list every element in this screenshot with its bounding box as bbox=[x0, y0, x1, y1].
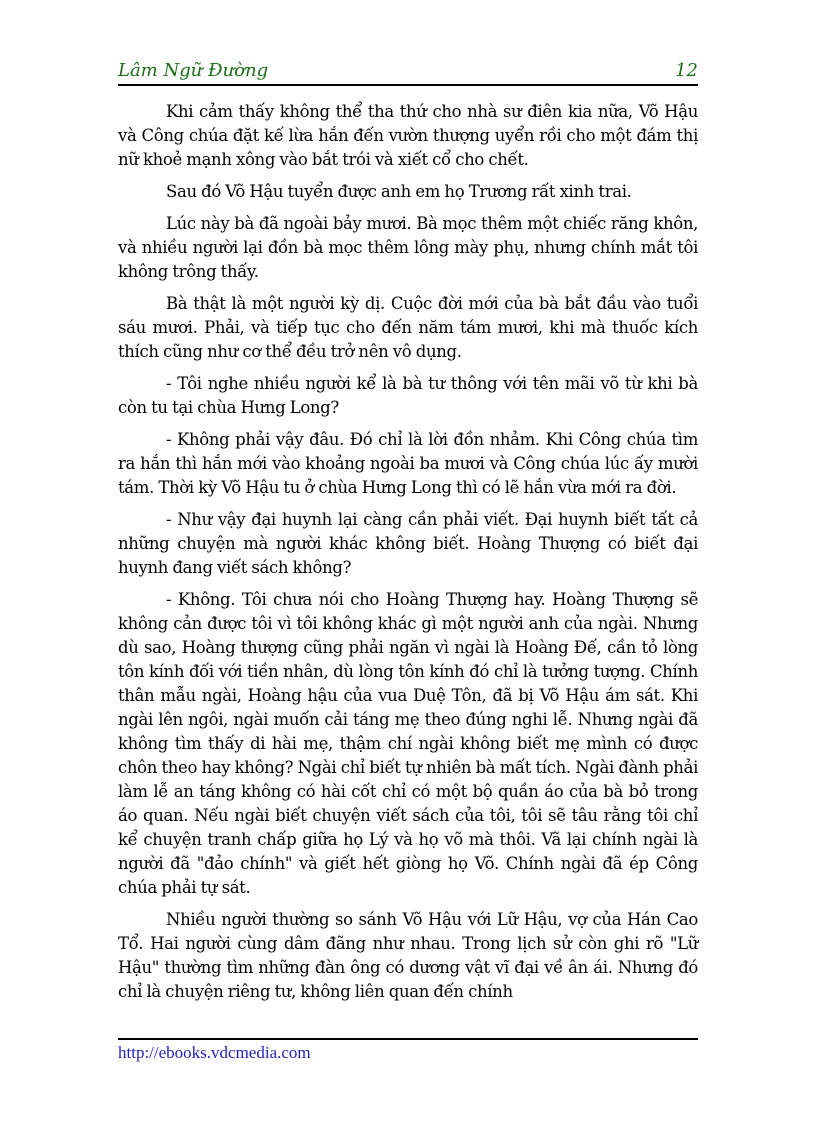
paragraph: - Không. Tôi chưa nói cho Hoàng Thượng hay. Hoàng Thượng sẽ không cản được tôi vì tôi không khác gì một người anh của ngài. Nhưng dù sao, Hoàng thượng cũng phải ngăn vì ngài là Hoàng Đế, cần tỏ lòng tôn kính đối với tiền nhân, dù lòng tôn kính đó chỉ là tưởng tượng. Chính thân mẫu ngài, Hoàng hậu của vua Duệ Tôn, đã bị Võ Hậu ám sát. Khi ngài lên ngôi, ngài muốn cải táng mẹ theo đúng nghi lễ. Nhưng ngài đã không tìm thấy di hài mẹ, thậm chí ngài không biết mẹ mình có được chôn theo hay không? Ngài chỉ biết tự nhiên bà mất tích. Ngài đành phải làm lễ an táng không có hài cốt chỉ có một bộ quần áo của bà bỏ trong áo quan. Nếu ngài biết chuyện viết sách của tôi, tôi sẽ tâu rằng tôi chỉ kể chuyện tranh chấp giữa họ Lý và họ võ mà thôi. Vã lại chính ngài là người đã "đảo chính" và giết hết giòng họ Võ. Chính ngài đã ép Công chúa phải tự sát. bbox=[118, 590, 698, 897]
footer-website-link[interactable]: http://ebooks.vdcmedia.com bbox=[118, 1043, 311, 1062]
paragraph: Khi cảm thấy không thể tha thứ cho nhà sư điên kia nữa, Võ Hậu và Công chúa đặt kế lừa hắn đến vườn thượng uyển rồi cho một đám thị nữ khoẻ mạnh xông vào bắt trói và xiết cổ cho chết. bbox=[118, 102, 698, 169]
page-body bbox=[118, 100, 698, 1012]
page-number: 12 bbox=[675, 60, 698, 81]
paragraph: - Như vậy đại huynh lại càng cần phải viết. Đại huynh biết tất cả những chuyện mà người khác không biết. Hoàng Thượng có biết đại huynh đang viết sách không? bbox=[118, 510, 698, 577]
page-header bbox=[118, 58, 698, 86]
paragraph: Nhiều người thường so sánh Võ Hậu với Lữ Hậu, vợ của Hán Cao Tổ. Hai người cùng dâm đãng như nhau. Trong lịch sử còn ghi rõ "Lữ Hậu" thường tìm những đàn ông có dương vật vĩ đại về ân ái. Nhưng đó chỉ là chuyện riêng tư, không liên quan đến chính bbox=[118, 910, 698, 1001]
paragraph: - Tôi nghe nhiều người kể là bà tư thông với tên mãi võ từ khi bà còn tu tại chùa Hưng Long? bbox=[118, 374, 698, 417]
paragraph: - Không phải vậy đâu. Đó chỉ là lời đồn nhảm. Khi Công chúa tìm ra hắn thì hắn mới vào khoảng ngoài ba mươi và Công chúa lúc ấy mười tám. Thời kỳ Võ Hậu tu ở chùa Hưng Long thì có lẽ hắn vừa mới ra đời. bbox=[118, 430, 698, 497]
footer-divider bbox=[118, 1038, 698, 1040]
book-title: Lâm Ngữ Đường bbox=[118, 60, 269, 81]
paragraph: Sau đó Võ Hậu tuyển được anh em họ Trương rất xinh trai. bbox=[166, 182, 632, 201]
paragraph: Lúc này bà đã ngoài bảy mươi. Bà mọc thêm một chiếc răng khôn, và nhiều người lại đồn bà mọc thêm lông mày phụ, nhưng chính mắt tôi không trông thấy. bbox=[118, 214, 698, 281]
paragraph: Bà thật là một người kỳ dị. Cuộc đời mới của bà bắt đầu vào tuổi sáu mươi. Phải, và tiếp tục cho đến năm tám mươi, khi mà thuốc kích thích cũng như cơ thể đều trở nên vô dụng. bbox=[118, 294, 698, 361]
